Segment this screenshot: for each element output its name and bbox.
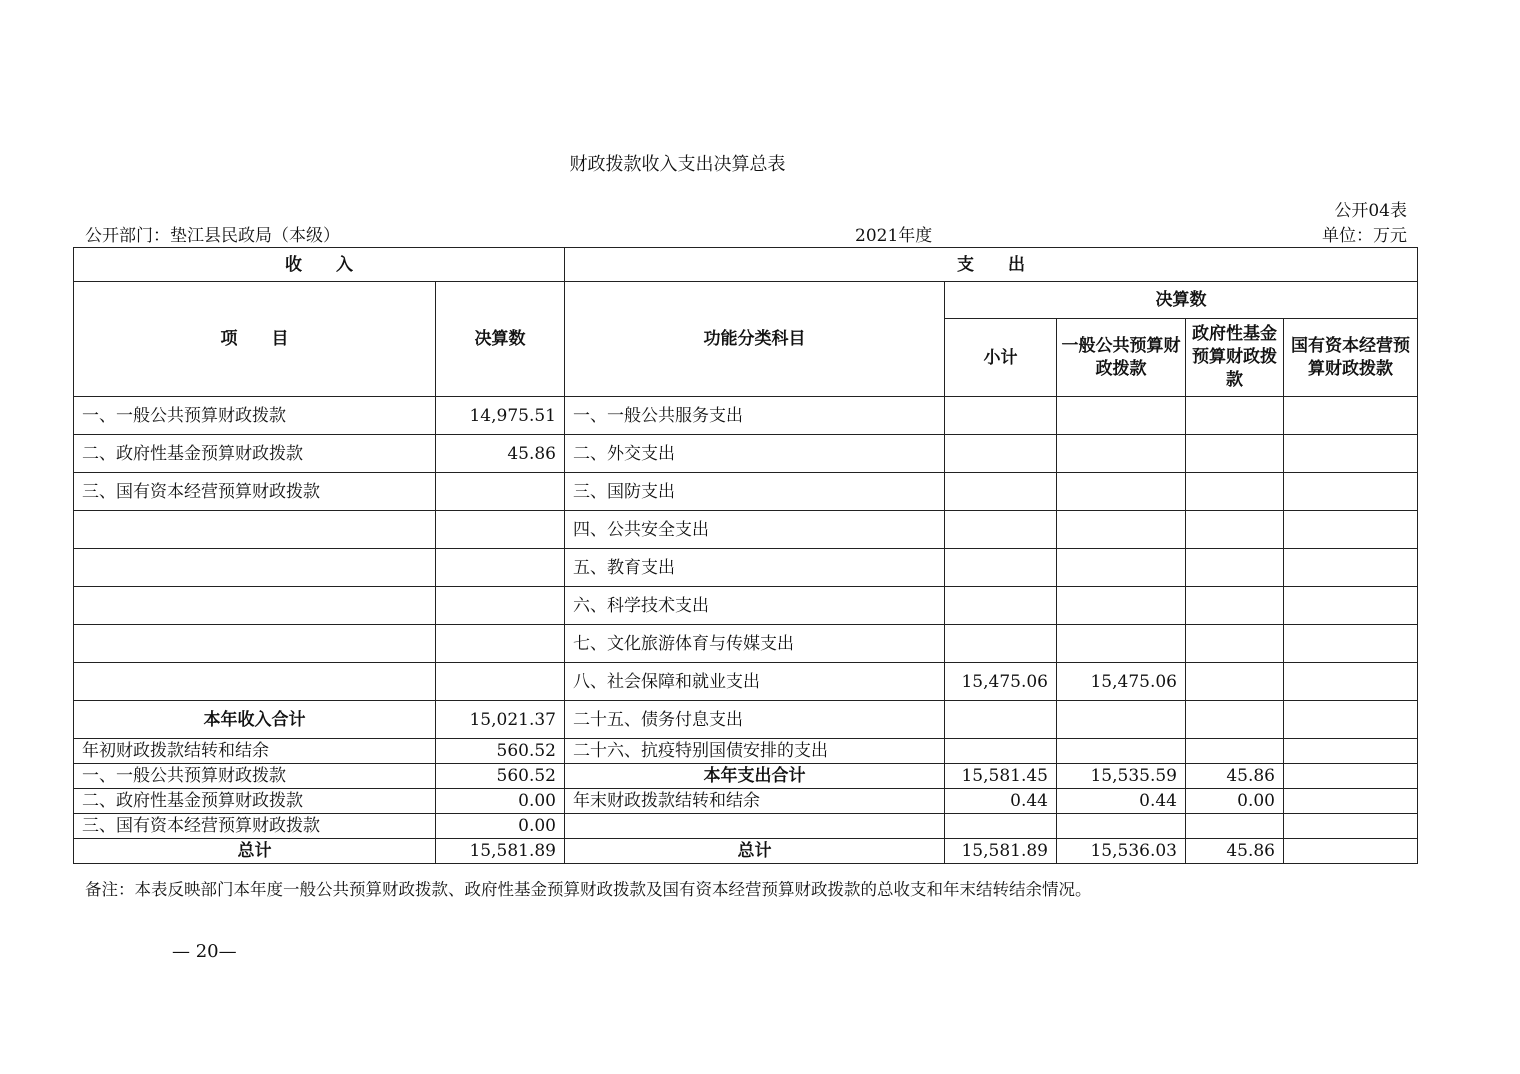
expense-item: 二、外交支出 (565, 435, 945, 473)
item-header: 项 目 (74, 282, 436, 397)
function-category-header: 功能分类科目 (565, 282, 945, 397)
table-number: 公开04表 (1334, 201, 1407, 221)
expense-item: 六、科学技术支出 (565, 587, 945, 625)
capital-value (1284, 739, 1418, 764)
table-row (74, 739, 1418, 764)
expense-item: 七、文化旅游体育与传媒支出 (565, 625, 945, 663)
fund-value (1186, 663, 1284, 701)
table-row (74, 587, 1418, 625)
subtotal-value (945, 587, 1057, 625)
income-amount: 15,581.89 (436, 839, 565, 864)
capital-value (1284, 549, 1418, 587)
income-amount: 15,021.37 (436, 701, 565, 739)
income-amount (436, 625, 565, 663)
amount-header: 决算数 (436, 282, 565, 397)
subtotal-value (945, 701, 1057, 739)
capital-value (1284, 511, 1418, 549)
income-amount: 0.00 (436, 814, 565, 839)
table-row (74, 814, 1418, 839)
table-row (74, 789, 1418, 814)
capital-value (1284, 587, 1418, 625)
table-row (74, 764, 1418, 789)
expense-header: 支 出 (565, 248, 1418, 282)
subtotal-value (945, 625, 1057, 663)
state-capital-header: 国有资本经营预算财政拨款 (1284, 319, 1418, 397)
general-value (1057, 473, 1186, 511)
table-row (74, 701, 1418, 739)
expense-item: 年末财政拨款结转和结余 (565, 789, 945, 814)
income-header: 收 入 (74, 248, 565, 282)
capital-value (1284, 839, 1418, 864)
subtotal-value: 15,581.45 (945, 764, 1057, 789)
general-value (1057, 739, 1186, 764)
income-amount: 0.00 (436, 789, 565, 814)
capital-value (1284, 789, 1418, 814)
table-row (74, 549, 1418, 587)
income-item: 一、一般公共预算财政拨款 (74, 764, 436, 789)
fund-value (1186, 511, 1284, 549)
capital-value (1284, 663, 1418, 701)
income-item (74, 511, 436, 549)
expense-item: 五、教育支出 (565, 549, 945, 587)
fund-value: 45.86 (1186, 839, 1284, 864)
page-number: — 20— (172, 941, 237, 962)
capital-value (1284, 473, 1418, 511)
fund-value: 45.86 (1186, 764, 1284, 789)
income-item (74, 663, 436, 701)
expense-item: 二十六、抗疫特别国债安排的支出 (565, 739, 945, 764)
subtotal-header: 小计 (945, 319, 1057, 397)
expense-item: 三、国防支出 (565, 473, 945, 511)
fund-value (1186, 473, 1284, 511)
fund-value (1186, 587, 1284, 625)
subtotal-value: 15,475.06 (945, 663, 1057, 701)
income-amount (436, 587, 565, 625)
income-amount (436, 473, 565, 511)
income-total-label: 本年收入合计 (74, 701, 436, 739)
general-value (1057, 701, 1186, 739)
income-item: 年初财政拨款结转和结余 (74, 739, 436, 764)
fund-value (1186, 814, 1284, 839)
expense-item: 二十五、债务付息支出 (565, 701, 945, 739)
income-item (74, 587, 436, 625)
fund-value (1186, 435, 1284, 473)
table-row (74, 397, 1418, 435)
table-row (74, 839, 1418, 864)
fiscal-year: 2021年度 (855, 226, 933, 246)
subtotal-value (945, 473, 1057, 511)
subtotal-value: 15,581.89 (945, 839, 1057, 864)
table-row (74, 625, 1418, 663)
general-value: 15,536.03 (1057, 839, 1186, 864)
subtotal-value (945, 549, 1057, 587)
page-title: 财政拨款收入支出决算总表 (569, 154, 786, 175)
income-item: 三、国有资本经营预算财政拨款 (74, 814, 436, 839)
subtotal-value: 0.44 (945, 789, 1057, 814)
general-value (1057, 814, 1186, 839)
capital-value (1284, 397, 1418, 435)
footnote: 备注：本表反映部门本年度一般公共预算财政拨款、政府性基金预算财政拨款及国有资本经营预算财政拨款的总收支和年末结转结余情况。 (85, 880, 1092, 899)
fund-value (1186, 739, 1284, 764)
income-item: 二、政府性基金预算财政拨款 (74, 435, 436, 473)
income-amount (436, 511, 565, 549)
gov-fund-header: 政府性基金预算财政拨款 (1186, 319, 1284, 397)
income-item (74, 625, 436, 663)
general-value (1057, 625, 1186, 663)
income-item (74, 549, 436, 587)
subtotal-value (945, 435, 1057, 473)
general-value: 15,535.59 (1057, 764, 1186, 789)
general-budget-header: 一般公共预算财政拨款 (1057, 319, 1186, 397)
expense-item: 四、公共安全支出 (565, 511, 945, 549)
fund-value: 0.00 (1186, 789, 1284, 814)
income-amount: 560.52 (436, 739, 565, 764)
table-row (74, 511, 1418, 549)
subtotal-value (945, 814, 1057, 839)
subtotal-value (945, 397, 1057, 435)
fund-value (1186, 549, 1284, 587)
unit-label: 单位：万元 (1322, 226, 1407, 246)
income-amount (436, 663, 565, 701)
general-value: 0.44 (1057, 789, 1186, 814)
income-amount: 560.52 (436, 764, 565, 789)
income-amount: 45.86 (436, 435, 565, 473)
income-item: 二、政府性基金预算财政拨款 (74, 789, 436, 814)
expense-total-label: 本年支出合计 (565, 764, 945, 789)
general-value (1057, 397, 1186, 435)
capital-value (1284, 814, 1418, 839)
general-value (1057, 587, 1186, 625)
general-value (1057, 511, 1186, 549)
table-row (74, 435, 1418, 473)
expense-item (565, 814, 945, 839)
capital-value (1284, 625, 1418, 663)
table-row (74, 663, 1418, 701)
fiscal-appropriation-table (73, 247, 1418, 864)
subtotal-value (945, 511, 1057, 549)
general-value (1057, 435, 1186, 473)
income-amount (436, 549, 565, 587)
table-row (74, 473, 1418, 511)
final-amount-header: 决算数 (945, 282, 1418, 319)
capital-value (1284, 701, 1418, 739)
capital-value (1284, 764, 1418, 789)
general-value: 15,475.06 (1057, 663, 1186, 701)
general-value (1057, 549, 1186, 587)
fund-value (1186, 397, 1284, 435)
expense-item: 八、社会保障和就业支出 (565, 663, 945, 701)
fund-value (1186, 701, 1284, 739)
subtotal-value (945, 739, 1057, 764)
department-label: 公开部门：垫江县民政局（本级） (85, 226, 340, 246)
expense-grand-total-label: 总计 (565, 839, 945, 864)
income-item: 三、国有资本经营预算财政拨款 (74, 473, 436, 511)
capital-value (1284, 435, 1418, 473)
income-amount: 14,975.51 (436, 397, 565, 435)
income-grand-total-label: 总计 (74, 839, 436, 864)
fund-value (1186, 625, 1284, 663)
income-item: 一、一般公共预算财政拨款 (74, 397, 436, 435)
expense-item: 一、一般公共服务支出 (565, 397, 945, 435)
